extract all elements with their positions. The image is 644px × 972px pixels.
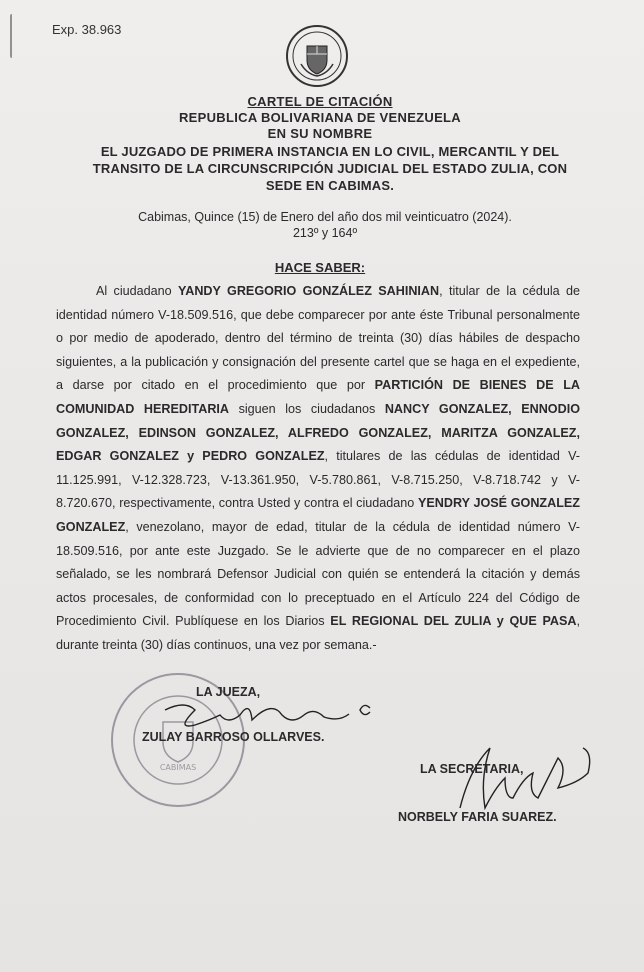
citation-paragraph: Al ciudadano YANDY GREGORIO GONZÁLEZ SAHINIAN, titular de la cédula de identidad número V-18.509.516, que debe comparecer por ante éste Tribunal personalmente o por medio de apoderado, dentro del término de treinta (30) días hábiles de despacho siguientes, a la publicación y consignación del presente cartel que se haga en el expediente, a darse por citado en el procedimiento que por PARTICIÓN DE BIENES DE LA COMUNIDAD HEREDITARIA siguen los ciudadanos NANCY GONZALEZ, ENNODIO GONZALEZ, EDINSON GONZALEZ, ALFREDO GONZALEZ, MARITZA GONZALEZ, EDGAR GONZALEZ y PEDRO GONZALEZ, titulares de las cédulas de identidad V-11.125.991, V-12.328.723, V-13.361.950, V-5.780.861, V-8.715.250, V-8.718.742 y V-8.720.670, respectivamente, contra Usted y contra el ciudadano YENDRY JOSÉ GONZALEZ GONZALEZ, venezolano, mayor de edad, titular de la cédula de identidad número V-18.509.516, por ante este Juzgado. Se le advierte que de no comparecer en el plazo señalado, se les nombrará Defensor Judicial con quién se entenderá la citación y demás actos procesales, de conformidad con lo preceptuado en el Artículo 224 del Código de Procedimiento Civil. Publíquese en los Diarios EL REGIONAL DEL ZULIA y QUE PASA, durante treinta (30) días continuos, una vez por semana.- <box>56 284 581 652</box>
case-number: Exp. 38.963 <box>52 22 122 37</box>
hace-saber-heading: HACE SABER: <box>274 260 366 275</box>
judge-name: ZULAY BARROSO OLLARVES. <box>142 730 325 744</box>
court-heading: EL JUZGADO DE PRIMERA INSTANCIA EN LO CIVIL, MERCANTIL Y DEL TRANSITO DE LA CIRCUNSCRIPCIÓN JUDICIAL DEL ESTADO ZULIA, CON SEDE EN CABIMAS. <box>92 144 568 193</box>
judge-title: LA JUEZA, <box>196 685 261 699</box>
coat-of-arms-seal-icon <box>285 24 349 88</box>
punch-hole-mark <box>10 14 16 58</box>
place-date: Cabimas, Quince (15) de Enero del año dos mil veinticuatro (2024). <box>138 210 512 224</box>
republic-heading: REPUBLICA BOLIVARIANA DE VENEZUELA <box>178 110 461 125</box>
citation-body <box>56 280 580 658</box>
independence-years: 213º y 164º <box>292 226 358 240</box>
secretary-name: NORBELY FARIA SUAREZ. <box>398 810 557 824</box>
secretary-title: LA SECRETARIA, <box>420 762 524 776</box>
svg-text:CABIMAS: CABIMAS <box>159 763 197 772</box>
in-name-heading: EN SU NOMBRE <box>267 126 373 141</box>
document-title: CARTEL DE CITACIÓN <box>247 94 393 109</box>
